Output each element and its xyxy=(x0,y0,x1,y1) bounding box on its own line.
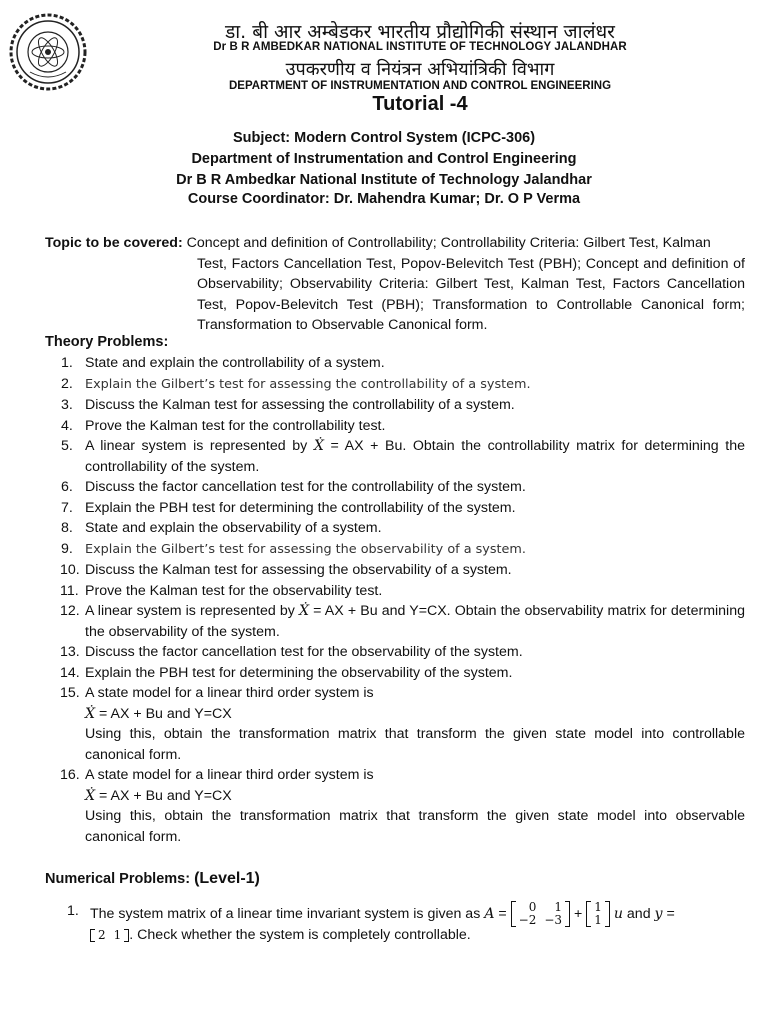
matrix-c: 2 1 xyxy=(90,929,129,942)
coordinator-line: Course Coordinator: Dr. Mahendra Kumar; Dr. O P Verma xyxy=(187,191,581,207)
hindi-department-name: उपकरणीय व नियंत्रन अभियांत्रिकी विभाग xyxy=(285,59,555,80)
theory-problems-list xyxy=(45,353,745,847)
list-item: 9. Explain the Gilbert’s test for assessing the observability of a system. xyxy=(61,540,526,557)
department-name: DEPARTMENT OF INSTRUMENTATION AND CONTROL ENGINEERING xyxy=(228,80,612,92)
tutorial-title: Tutorial -4 xyxy=(372,93,468,115)
institute-line: Dr B R Ambedkar National Institute of Technology Jalandhar xyxy=(176,172,592,188)
list-item: 14. Explain the PBH test for determining the observability of the system. xyxy=(60,664,513,681)
topic-first-line: Concept and definition of Controllability; Controllability Criteria: Gilbert Test, Kalman xyxy=(182,235,711,251)
list-item: 16. A state model for a linear third order system is Ẋ = AX + Bu and Y=CX Using this, obtain the transformation matrix that transform the given state model into observable canonical form. xyxy=(60,767,745,845)
list-item: 7. Explain the PBH test for determining the controllability of the system. xyxy=(61,499,516,516)
topic-block xyxy=(45,233,745,333)
list-item: 11. Prove the Kalman test for the observability test. xyxy=(60,582,383,599)
numerical-heading: Numerical Problems: (Level-1) xyxy=(45,870,260,887)
list-item: 13. Discuss the factor cancellation test for the observability of the system. xyxy=(60,644,523,660)
list-item: 4. Prove the Kalman test for the controllability test. xyxy=(61,417,386,434)
topic-label: Topic to be covered: xyxy=(45,235,183,251)
list-item: 10. Discuss the Kalman test for assessing the observability of a system. xyxy=(60,562,512,578)
list-item: 6. Discuss the factor cancellation test for the controllability of the system. xyxy=(61,479,526,495)
list-item: 5. A linear system is represented by Ẋ = AX + Bu. Obtain the controllability matrix for determining the controllability of the system. xyxy=(61,438,745,475)
list-item: 8. State and explain the observability of a system. xyxy=(61,520,382,536)
list-item: 2. Explain the Gilbert’s test for assessing the controllability of a system. xyxy=(61,375,531,392)
matrix-b: 1 1 xyxy=(586,901,610,927)
hindi-institute-name: डा. बी आर अम्बेडकर भारतीय प्रौद्योगिकी संस्थान जालंधर xyxy=(225,21,615,43)
matrix-a: 0 1 −2 −3 xyxy=(511,901,570,927)
subject-line: Subject: Modern Control System (ICPC-306) xyxy=(232,130,536,146)
department-line: Department of Instrumentation and Control Engineering xyxy=(191,151,577,167)
list-item: 15. A state model for a linear third order system is Ẋ = AX + Bu and Y=CX Using this, obtain the transformation matrix that transform the given state model into controllable canonical form. xyxy=(60,685,745,763)
institute-name: Dr B R AMBEDKAR NATIONAL INSTITUTE OF TECHNOLOGY JALANDHAR xyxy=(213,41,627,53)
topic-continuation: Test, Factors Cancellation Test, Popov-Belevitch Test (PBH); Concept and definition of Observability; Observability Criteria: Gilbert Test, Kalman Test, Factors Cancellation Test, Popov-Belevitch Test (PBH); Transformation to Controllable Canonical form; Transformation to Observable Canonical form. xyxy=(197,255,745,333)
list-item: 1. State and explain the controllability of a system. xyxy=(61,355,385,371)
list-item: 12. A linear system is represented by Ẋ = AX + Bu and Y=CX. Obtain the observability matrix for determining the observability of the system. xyxy=(60,603,745,640)
theory-heading: Theory Problems: xyxy=(45,334,169,350)
list-item: 3. Discuss the Kalman test for assessing the controllability of a system. xyxy=(61,397,515,413)
